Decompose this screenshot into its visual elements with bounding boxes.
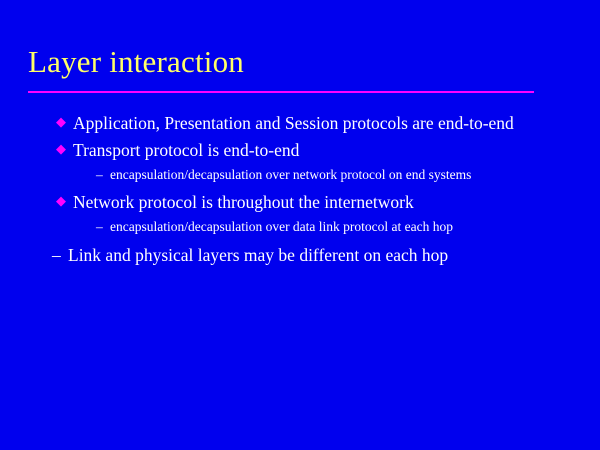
sub-list-item-label: encapsulation/decapsulation over network protocol on end systems bbox=[110, 167, 472, 183]
page-title: Layer interaction bbox=[28, 44, 244, 79]
sub-list-item-label: encapsulation/decapsulation over data link protocol at each hop bbox=[110, 219, 454, 235]
list-item-label: Network protocol is throughout the internetwork bbox=[73, 191, 414, 212]
sub-list-item bbox=[96, 218, 576, 236]
list-item-label: Transport protocol is end-to-end bbox=[73, 140, 300, 161]
diamond-bullet-icon: ◆ bbox=[56, 192, 66, 208]
list-item bbox=[56, 139, 576, 161]
diamond-bullet-icon: ◆ bbox=[56, 141, 66, 157]
list-item bbox=[56, 112, 576, 134]
title-divider bbox=[28, 91, 534, 93]
list-item bbox=[56, 191, 576, 213]
list-item bbox=[52, 244, 576, 266]
list-item-label: Application, Presentation and Session protocols are end-to-end bbox=[73, 113, 514, 133]
diamond-bullet-icon: ◆ bbox=[56, 114, 66, 129]
dash-bullet-icon: – bbox=[52, 244, 61, 265]
sub-list-item bbox=[96, 166, 576, 184]
list-item-label: Link and physical layers may be different on each hop bbox=[68, 244, 449, 265]
dash-bullet-icon: – bbox=[96, 167, 103, 183]
slide-body bbox=[52, 112, 576, 266]
dash-bullet-icon: – bbox=[96, 219, 103, 235]
